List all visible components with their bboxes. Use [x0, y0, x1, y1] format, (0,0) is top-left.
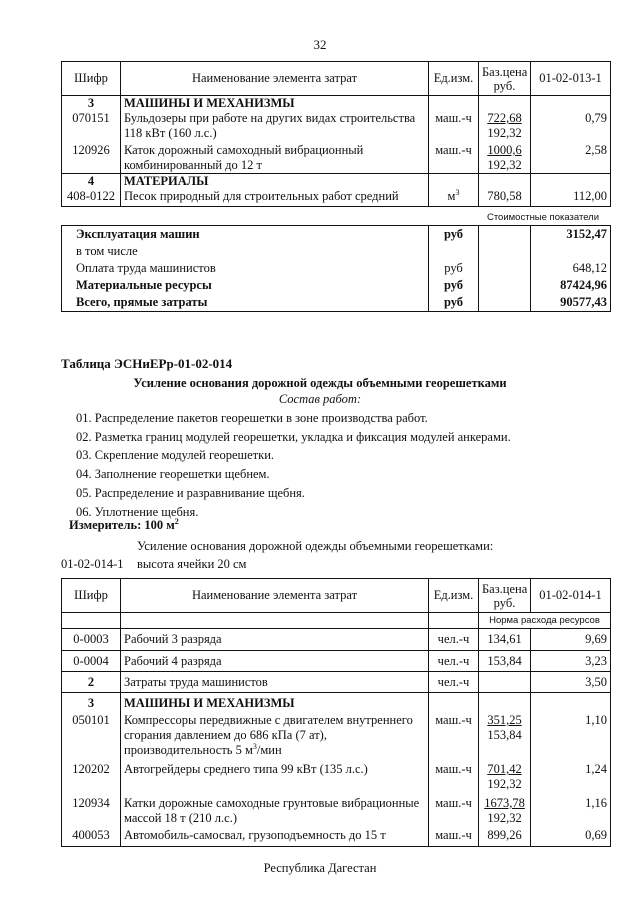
work-steps-list: [76, 409, 511, 521]
row-name: Каток дорожный самоходный вибрационный комбинированный до 12 т: [121, 141, 429, 174]
row-price: 899,26: [479, 826, 531, 847]
row-unit: чел.-ч: [429, 672, 479, 693]
section-title: МАТЕРИАЛЫ: [121, 174, 429, 190]
row-code: 408-0122: [62, 189, 121, 207]
row-code: 120934: [62, 792, 121, 826]
summary-name: Материальные ресурсы: [62, 277, 429, 294]
row-price: 780,58: [479, 189, 531, 207]
table-row: [62, 141, 611, 174]
row-price-operator: 192,32: [487, 126, 522, 140]
cost-table-01-02-013: [61, 61, 611, 207]
table-row: [62, 758, 611, 792]
header-name: Наименование элемента затрат: [121, 62, 429, 96]
row-name: Затраты труда машинистов: [121, 672, 429, 693]
table-label: Таблица ЭСНиЕРр-01-02-014: [61, 356, 233, 371]
row-price-operator: 192,32: [487, 811, 522, 825]
meter-label: [69, 518, 179, 533]
row-value: 1,16: [531, 792, 611, 826]
row-name-exponent: 3: [252, 741, 257, 751]
header-ref: 01-02-014-1: [531, 579, 611, 613]
header-ref: 01-02-013-1: [531, 62, 611, 96]
section-number: 3: [62, 693, 121, 712]
row-value: 3,50: [531, 672, 611, 693]
section-number: 4: [62, 174, 121, 190]
summary-value: 3152,47: [531, 226, 611, 244]
summary-unit: руб: [429, 260, 479, 277]
section-number: 3: [62, 96, 121, 112]
row-unit-exponent: 3: [455, 187, 460, 197]
summary-name: Всего, прямые затраты: [62, 294, 429, 312]
row-unit: маш.-ч: [429, 711, 479, 758]
row-name: Компрессоры передвижные с двигателем внутреннего сгорания давлением до 686 кПа (7 ат), производительность 5 м: [124, 713, 413, 757]
row-price: 351,25: [487, 713, 522, 727]
row-unit: маш.-ч: [429, 792, 479, 826]
row-name: Рабочий 4 разряда: [121, 651, 429, 672]
row-name: Рабочий 3 разряда: [121, 629, 429, 651]
summary-unit: руб: [429, 294, 479, 312]
row-price: 153,84: [479, 651, 531, 672]
row-name: Автомобиль-самосвал, грузоподъемность до 15 т: [121, 826, 429, 847]
page-number: 32: [313, 37, 327, 52]
row-unit: маш.-ч: [429, 141, 479, 174]
summary-row: [62, 277, 611, 294]
norm-label: Норма расхода ресурсов: [479, 613, 611, 629]
composition-title: Состав работ:: [278, 392, 362, 406]
row-code: 400053: [62, 826, 121, 847]
header-unit: Ед.изм.: [429, 62, 479, 96]
table-row: [62, 711, 611, 758]
row-unit: маш.-ч: [429, 758, 479, 792]
row-price: 722,68: [487, 111, 522, 125]
row-name: Автогрейдеры среднего типа 99 кВт (135 л.с.): [121, 758, 429, 792]
row-unit: м: [447, 189, 456, 203]
header-price: Баз.цена руб.: [479, 579, 531, 613]
item-description: высота ячейки 20 см: [137, 557, 247, 571]
row-code: 0-0004: [62, 651, 121, 672]
row-value: 0,79: [531, 111, 611, 141]
summary-row: [62, 226, 611, 244]
summary-name: в том числе: [62, 243, 429, 260]
cost-indicators-label: Стоимостные показатели: [486, 212, 600, 223]
table-description: Усиление основания дорожной одежды объемными георешетками:: [137, 539, 494, 553]
row-value: 112,00: [531, 189, 611, 207]
row-code: 2: [62, 672, 121, 693]
header-name: Наименование элемента затрат: [121, 579, 429, 613]
header-code: Шифр: [62, 62, 121, 96]
row-name: Бульдозеры при работе на других видах строительства 118 кВт (160 л.с.): [121, 111, 429, 141]
row-value: 2,58: [531, 141, 611, 174]
row-price-operator: 153,84: [487, 728, 522, 742]
summary-row: [62, 294, 611, 312]
cost-table-01-02-014: [61, 578, 611, 847]
row-code: 0-0003: [62, 629, 121, 651]
row-price-operator: 192,32: [487, 158, 522, 172]
summary-row: [62, 260, 611, 277]
meter-text: Измеритель: 100 м: [69, 518, 175, 532]
header-price: Баз.цена руб.: [479, 62, 531, 96]
table-row: [62, 651, 611, 672]
meter-exponent: 2: [174, 516, 179, 526]
row-name-suffix: /мин: [256, 743, 282, 757]
work-step: 05. Распределение и разравнивание щебня.: [76, 485, 305, 500]
summary-value: 87424,96: [531, 277, 611, 294]
row-price: 1000,6: [487, 143, 522, 157]
section-title: МАШИНЫ И МЕХАНИЗМЫ: [121, 693, 429, 712]
row-code: 120202: [62, 758, 121, 792]
header-unit: Ед.изм.: [429, 579, 479, 613]
row-value: 1,10: [531, 711, 611, 758]
work-step: 06. Уплотнение щебня.: [76, 504, 199, 519]
summary-name: Оплата труда машинистов: [62, 260, 429, 277]
table-row: [62, 189, 611, 207]
row-value: 3,23: [531, 651, 611, 672]
work-step: 04. Заполнение георешетки щебнем.: [76, 467, 270, 482]
row-value: 0,69: [531, 826, 611, 847]
summary-unit: руб: [429, 277, 479, 294]
table-row: [62, 792, 611, 826]
row-code: 120926: [62, 141, 121, 174]
table-row: [62, 826, 611, 847]
work-step: 03. Скрепление модулей георешетки.: [76, 448, 275, 463]
summary-value: 648,12: [531, 260, 611, 277]
row-price: 701,42: [487, 762, 522, 776]
row-code: 050101: [62, 711, 121, 758]
row-unit: чел.-ч: [429, 651, 479, 672]
item-code: 01-02-014-1: [61, 557, 124, 571]
header-code: Шифр: [62, 579, 121, 613]
summary-row: [62, 243, 611, 260]
work-step: 02. Разметка границ модулей георешетки, укладка и фиксация модулей анкерами.: [76, 429, 511, 444]
row-name: Песок природный для строительных работ средний: [121, 189, 429, 207]
row-price: 134,61: [479, 629, 531, 651]
row-price: 1673,78: [484, 796, 525, 810]
row-unit: маш.-ч: [429, 111, 479, 141]
footer-region: Республика Дагестан: [263, 861, 377, 875]
row-price-operator: 192,32: [487, 777, 522, 791]
row-unit: маш.-ч: [429, 826, 479, 847]
row-value: 9,69: [531, 629, 611, 651]
row-unit: чел.-ч: [429, 629, 479, 651]
row-value: 1,24: [531, 758, 611, 792]
table-title: Усиление основания дорожной одежды объемными георешетками: [133, 376, 507, 390]
summary-table: [61, 225, 611, 312]
table-row: [62, 111, 611, 141]
row-name: Катки дорожные самоходные грунтовые вибрационные массой 18 т (210 л.с.): [121, 792, 429, 826]
summary-unit: руб: [429, 226, 479, 244]
table-row: [62, 629, 611, 651]
section-title: МАШИНЫ И МЕХАНИЗМЫ: [121, 96, 429, 112]
row-code: 070151: [62, 111, 121, 141]
summary-name: Эксплуатация машин: [62, 226, 429, 244]
work-step: 01. Распределение пакетов георешетки в зоне производства работ.: [76, 411, 428, 425]
summary-value: 90577,43: [531, 294, 611, 312]
table-row: [62, 672, 611, 693]
